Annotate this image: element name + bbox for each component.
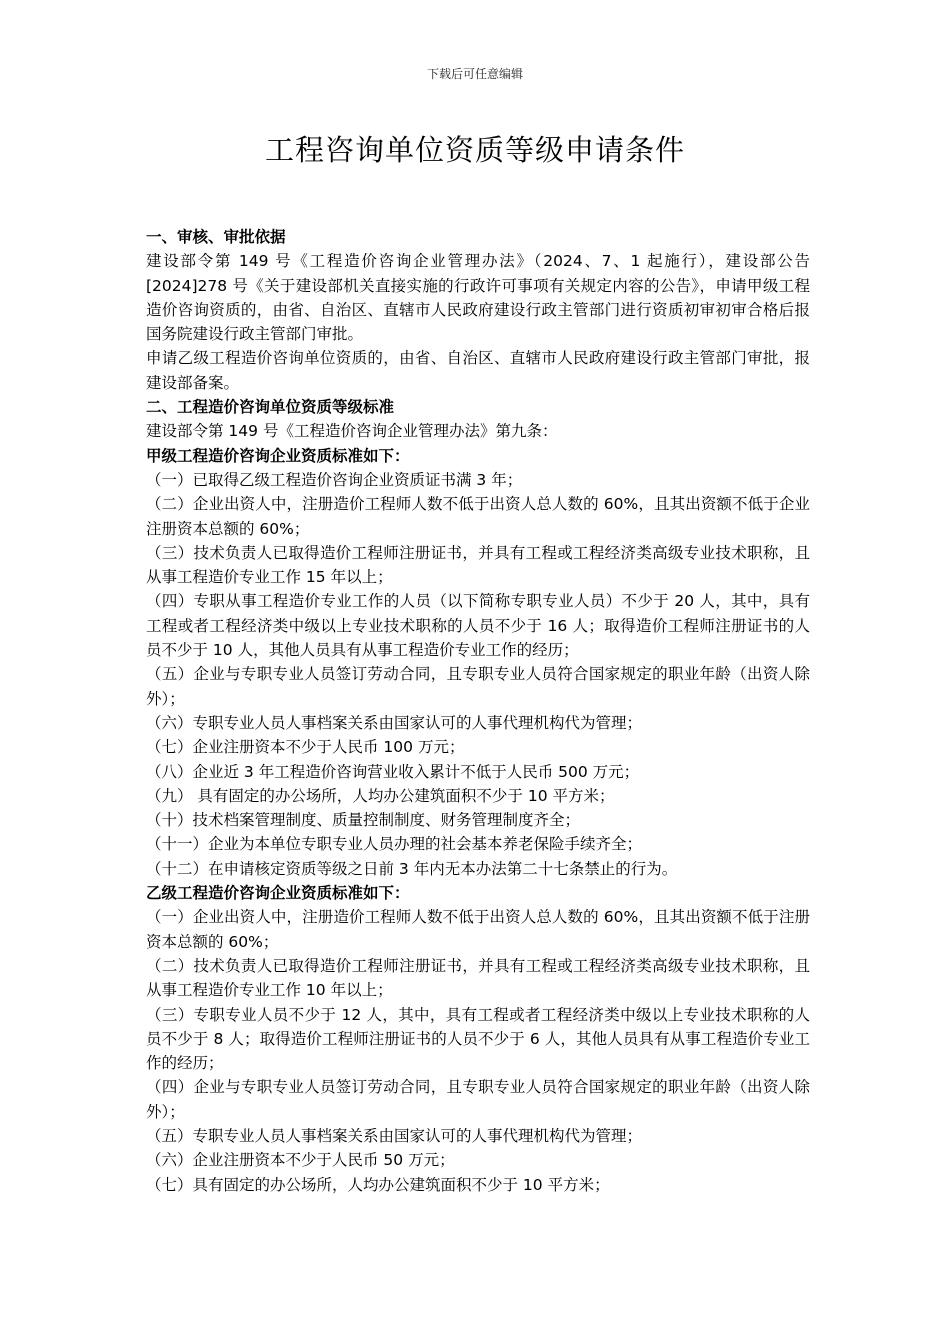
section-1-heading: 一、审核、审批依据 [146, 228, 286, 246]
grade-b-item: （五）专职专业人员人事档案关系由国家认可的人事代理机构代为管理； [146, 1126, 643, 1145]
grade-a-item: （一）已取得乙级工程造价咨询企业资质证书满 3 年； [146, 470, 523, 489]
grade-b-item: （六）企业注册资本不少于人民币 50 万元； [146, 1151, 455, 1170]
grade-a-item: （十）技术档案管理制度、质量控制制度、财务管理制度齐全； [146, 811, 581, 830]
section-2-intro: 建设部令第 149 号《工程造价咨询企业管理办法》第九条： [146, 422, 558, 441]
grade-a-item: （四）专职从事工程造价专业工作的人员（以下简称专职专业人员）不少于 20 人，其中，具有工程或者工程经济类中级以上专业技术职称的人员不少于 16 人；取得造价工程师注册证书的人员不少于 10 人，其他人员具有从事工程造价专业工作的经历； [146, 592, 810, 660]
grade-b-heading: 乙级工程造价咨询企业资质标准如下： [146, 884, 410, 903]
grade-a-item: （十一）企业为本单位专职专业人员办理的社会基本养老保险手续齐全； [146, 835, 643, 854]
document-body [146, 225, 810, 1197]
page-title: 工程咨询单位资质等级申请条件 [264, 133, 685, 167]
grade-a-item: （八）企业近 3 年工程造价咨询营业收入累计不低于人民币 500 万元； [146, 762, 640, 781]
grade-a-item: （五）企业与专职专业人员签订劳动合同，且专职专业人员符合国家规定的职业年龄（出资人除外）； [146, 665, 810, 708]
grade-b-item: （二）技术负责人已取得造价工程师注册证书，并具有工程或工程经济类高级专业技术职称，且从事工程造价专业工作 10 年以上； [146, 956, 810, 1000]
section-1-paragraph-2: 申请乙级工程造价咨询单位资质的，由省、自治区、直辖市人民政府建设行政主管部门审批，报建设部备案。 [146, 349, 810, 392]
header-note: 下载后可任意编辑 [426, 67, 523, 81]
grade-a-item: （九） 具有固定的办公场所，人均办公建筑面积不少于 10 平方米； [146, 786, 615, 805]
grade-a-heading: 甲级工程造价咨询企业资质标准如下： [146, 446, 410, 465]
grade-a-item: （二）企业出资人中，注册造价工程师人数不低于出资人总人数的 60%，且其出资额不低于企业注册资本总额的 60%； [146, 495, 810, 538]
grade-b-item: （三）专职专业人员不少于 12 人，其中，具有工程或者工程经济类中级以上专业技术职称的人员不少于 8 人；取得造价工程师注册证书的人员不少于 6 人，其他人员具有从事工程造价专业工作的经历； [146, 1005, 810, 1073]
section-1-paragraph-1: 建设部令第 149 号《工程造价咨询企业管理办法》（2024、7、1 起施行），建设部公告[2024]278 号《关于建设部机关直接实施的行政许可事项有关规定内容的公告》，申请甲级工程造价咨询资质的，由省、自治区、直辖市人民政府建设行政主管部门进行资质初审初审合格后报国务院建设行政主管部门审批。 [146, 252, 810, 344]
grade-a-item: （十二）在申请核定资质等级之日前 3 年内无本办法第二十七条禁止的行为。 [146, 859, 678, 878]
grade-b-item: （四）企业与专职专业人员签订劳动合同，且专职专业人员符合国家规定的职业年龄（出资人除外）； [146, 1078, 810, 1121]
grade-b-item: （七）具有固定的办公场所，人均办公建筑面积不少于 10 平方米； [146, 1175, 610, 1194]
section-2-heading: 二、工程造价咨询单位资质等级标准 [146, 398, 395, 417]
grade-b-item: （一）企业出资人中，注册造价工程师人数不低于出资人总人数的 60%，且其出资额不低于注册资本总额的 60%； [146, 908, 810, 951]
grade-a-item: （六）专职专业人员人事档案关系由国家认可的人事代理机构代为管理； [146, 713, 643, 732]
grade-a-item: （七）企业注册资本不少于人民币 100 万元； [146, 738, 465, 757]
grade-a-item: （三）技术负责人已取得造价工程师注册证书，并具有工程或工程经济类高级专业技术职称，且从事工程造价专业工作 15 年以上； [146, 543, 810, 587]
